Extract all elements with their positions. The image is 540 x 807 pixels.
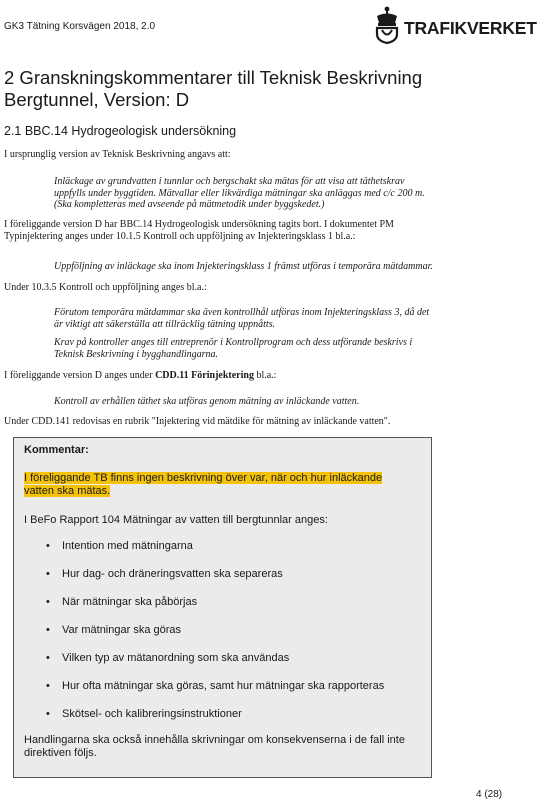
comment-closing — [24, 734, 424, 760]
paragraph-text: I föreliggande version D anges under — [4, 370, 156, 381]
quote-injection-class-1: Uppföljning av inläckage ska inom Injekteringsklass 1 främst utföras i temporära mätdammar. — [54, 261, 433, 272]
quote-line: Förutom temporära mätdammar ska även kontrollhål utföras inom Injekteringsklass 3, då det — [54, 307, 430, 318]
paragraph-line: I föreliggande version D har BBC.14 Hydrogeologisk undersökning tagits bort. I dokumentet PM — [4, 219, 394, 230]
quote-control-holes — [54, 307, 429, 330]
trafikverket-logo — [372, 6, 538, 44]
comment-highlighted-text — [24, 472, 402, 498]
section-heading-line-2: Bergtunnel, Version: D — [4, 89, 190, 110]
subsection-heading: 2.1 BBC.14 Hydrogeologisk undersökning — [4, 124, 237, 138]
paragraph-10-3-5: Under 10.3.5 Kontroll och uppföljning anges bl.a.: — [4, 282, 207, 293]
paragraph-bold-reference: CDD.11 Förinjektering — [155, 370, 254, 381]
list-item: • Skötsel- och kalibreringsinstruktioner — [24, 708, 384, 736]
comment-title: Kommentar: — [24, 444, 89, 456]
paragraph-original-version: I ursprunglig version av Teknisk Beskrivning angavs att: — [4, 149, 231, 160]
crown-emblem-icon — [374, 6, 400, 44]
quote-line: Inläckage av grundvatten i tunnlar och bergschakt ska mätas för att visa att täthetskrav — [54, 176, 405, 187]
list-item: • Vilken typ av mätanordning som ska användas — [24, 652, 384, 680]
comment-box — [13, 437, 432, 778]
list-item: • Intention med mätningarna — [24, 540, 384, 568]
quote-line: Teknisk Beskrivning i bygghandlingarna. — [54, 348, 219, 360]
requirements-list — [24, 540, 384, 736]
list-item: • Hur dag- och dräneringsvatten ska separeras — [24, 568, 384, 596]
quote-original-requirement — [54, 176, 425, 211]
quote-control-program — [54, 337, 412, 360]
paragraph-line: Typinjektering anges under 10.1.5 Kontroll och uppföljning av Injekteringsklass 1 bl.a.: — [4, 231, 356, 242]
comment-intro: I BeFo Rapport 104 Mätningar av vatten till bergtunnlar anges: — [24, 514, 328, 526]
page-number: 4 (28) — [476, 789, 503, 800]
paragraph-cdd-141: Under CDD.141 redovisas en rubrik "Injektering vid mätdike för mätning av inläckande vatten". — [4, 416, 391, 427]
logo-wordmark: TRAFIKVERKET — [404, 18, 537, 38]
quote-tightness-control: Kontroll av erhållen täthet ska utföras genom mätning av inläckande vatten. — [54, 396, 360, 407]
list-item: • När mätningar ska påbörjas — [24, 596, 384, 624]
paragraph-cdd-11 — [4, 370, 276, 382]
quote-line: (Ska kompletteras med avseende på mätmetodik under byggskedet.) — [54, 199, 325, 210]
quote-line: Krav på kontroller anges till entreprenör i Kontrollprogram och dess utförande beskrivs i — [54, 337, 413, 348]
closing-line: direktiven följs. — [24, 747, 97, 759]
highlight-line: I föreliggande TB finns ingen beskrivning över var, när och hur inläckande — [24, 472, 383, 484]
closing-line: Handlingarna ska också innehålla skrivningar om konsekvenserna i de fall inte — [24, 734, 405, 746]
paragraph-version-d — [4, 219, 394, 243]
highlight-line: vatten ska mätas. — [24, 485, 111, 497]
section-heading-line-1: 2 Granskningskommentarer till Teknisk Beskrivning — [4, 67, 423, 88]
quote-line: uppfylls under byggtiden. Mätvallar eller likvärdiga mätningar ska anläggas med c/c 200 m. — [54, 187, 425, 199]
paragraph-text: bl.a.: — [253, 370, 277, 381]
quote-line: är viktigt att säkerställa att tillräcklig tätning uppnåtts. — [54, 318, 276, 330]
list-item: • Hur ofta mätningar ska göras, samt hur mätningar ska rapporteras — [24, 680, 384, 708]
list-item: • Var mätningar ska göras — [24, 624, 384, 652]
document-header-title: GK3 Tätning Korsvägen 2018, 2.0 — [4, 21, 156, 32]
section-heading — [4, 67, 524, 111]
